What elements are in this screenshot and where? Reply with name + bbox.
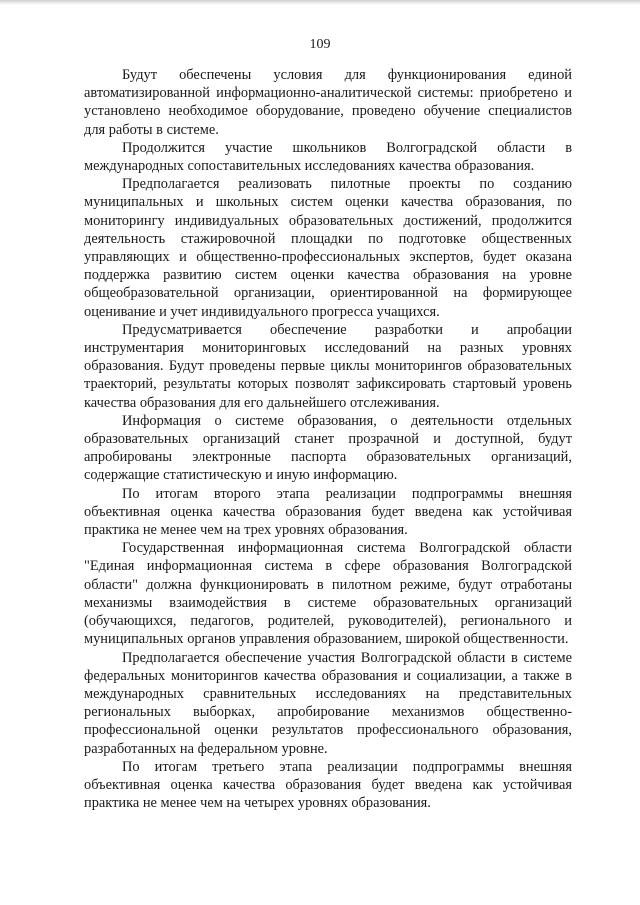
- page-number: 109: [309, 37, 331, 52]
- paragraph-federal-monitoring: Предполагается обеспечение участия Волгоградской области в системе федеральных мониторингов качества образования и социализации, а также в международных сравнительных исследованиях на представительных региональных выборках, апробирование механизмов общественно-профессиональной оценки результатов профессионального образования, разработанных на федеральном уровне.: [84, 649, 572, 757]
- scan-top-edge: [0, 0, 640, 5]
- paragraph-second-stage-results: По итогам второго этапа реализации подпрограммы внешняя объективная оценка качества образования будет введена как устойчивая практика не менее чем на трех уровнях образования.: [84, 485, 572, 539]
- paragraph-transparency: Информация о системе образования, о деятельности отдельных образовательных организаций станет прозрачной и доступной, будут апробированы электронные паспорта образовательных организаций, содержащие статистическую и иную информацию.: [84, 412, 572, 484]
- paragraph-monitoring-tools: Предусматривается обеспечение разработки и апробации инструментария мониторинговых исследований на разных уровнях образования. Будут проведены первые циклы мониторингов образовательных траекторий, результаты которых позволят зафиксировать стартовый уровень качества образования для его дальнейшего отслеживания.: [84, 321, 572, 411]
- document-body: [84, 66, 572, 812]
- paragraph-international-studies: Продолжится участие школьников Волгоградской области в международных сопоставительных исследованиях качества образования.: [84, 139, 572, 175]
- paragraph-pilot-projects: Предполагается реализовать пилотные проекты по созданию муниципальных и школьных систем оценки качества образования, по мониторингу индивидуальных образовательных достижений, продолжится деятельность стажировочной площадки по подготовке общественных управляющих и общественно-профессиональных экспертов, будет оказана поддержка развитию систем оценки качества образования на уровне общеобразовательной организации, ориентированной на формирующее оценивание и учет индивидуального прогресса учащихся.: [84, 176, 572, 320]
- paragraph-information-system: Будут обеспечены условия для функционирования единой автоматизированной информационно-аналитической системы: приобретено и установлено необходимое оборудование, проведено обучение специалистов для работы в системе.: [84, 67, 572, 138]
- paragraph-state-information-system: Государственная информационная система Волгоградской области "Единая информационная система в сфере образования Волгоградской области" должна функционировать в пилотном режиме, будут отработаны механизмы взаимодействия в системе образовательных организаций (обучающихся, педагогов, родителей, руководителей), регионального и муниципальных органов управления образованием, широкой общественности.: [84, 540, 572, 648]
- paragraph-third-stage-results: По итогам третьего этапа реализации подпрограммы внешняя объективная оценка качества образования будет введена как устойчивая практика не менее чем на четырех уровнях образования.: [84, 758, 572, 812]
